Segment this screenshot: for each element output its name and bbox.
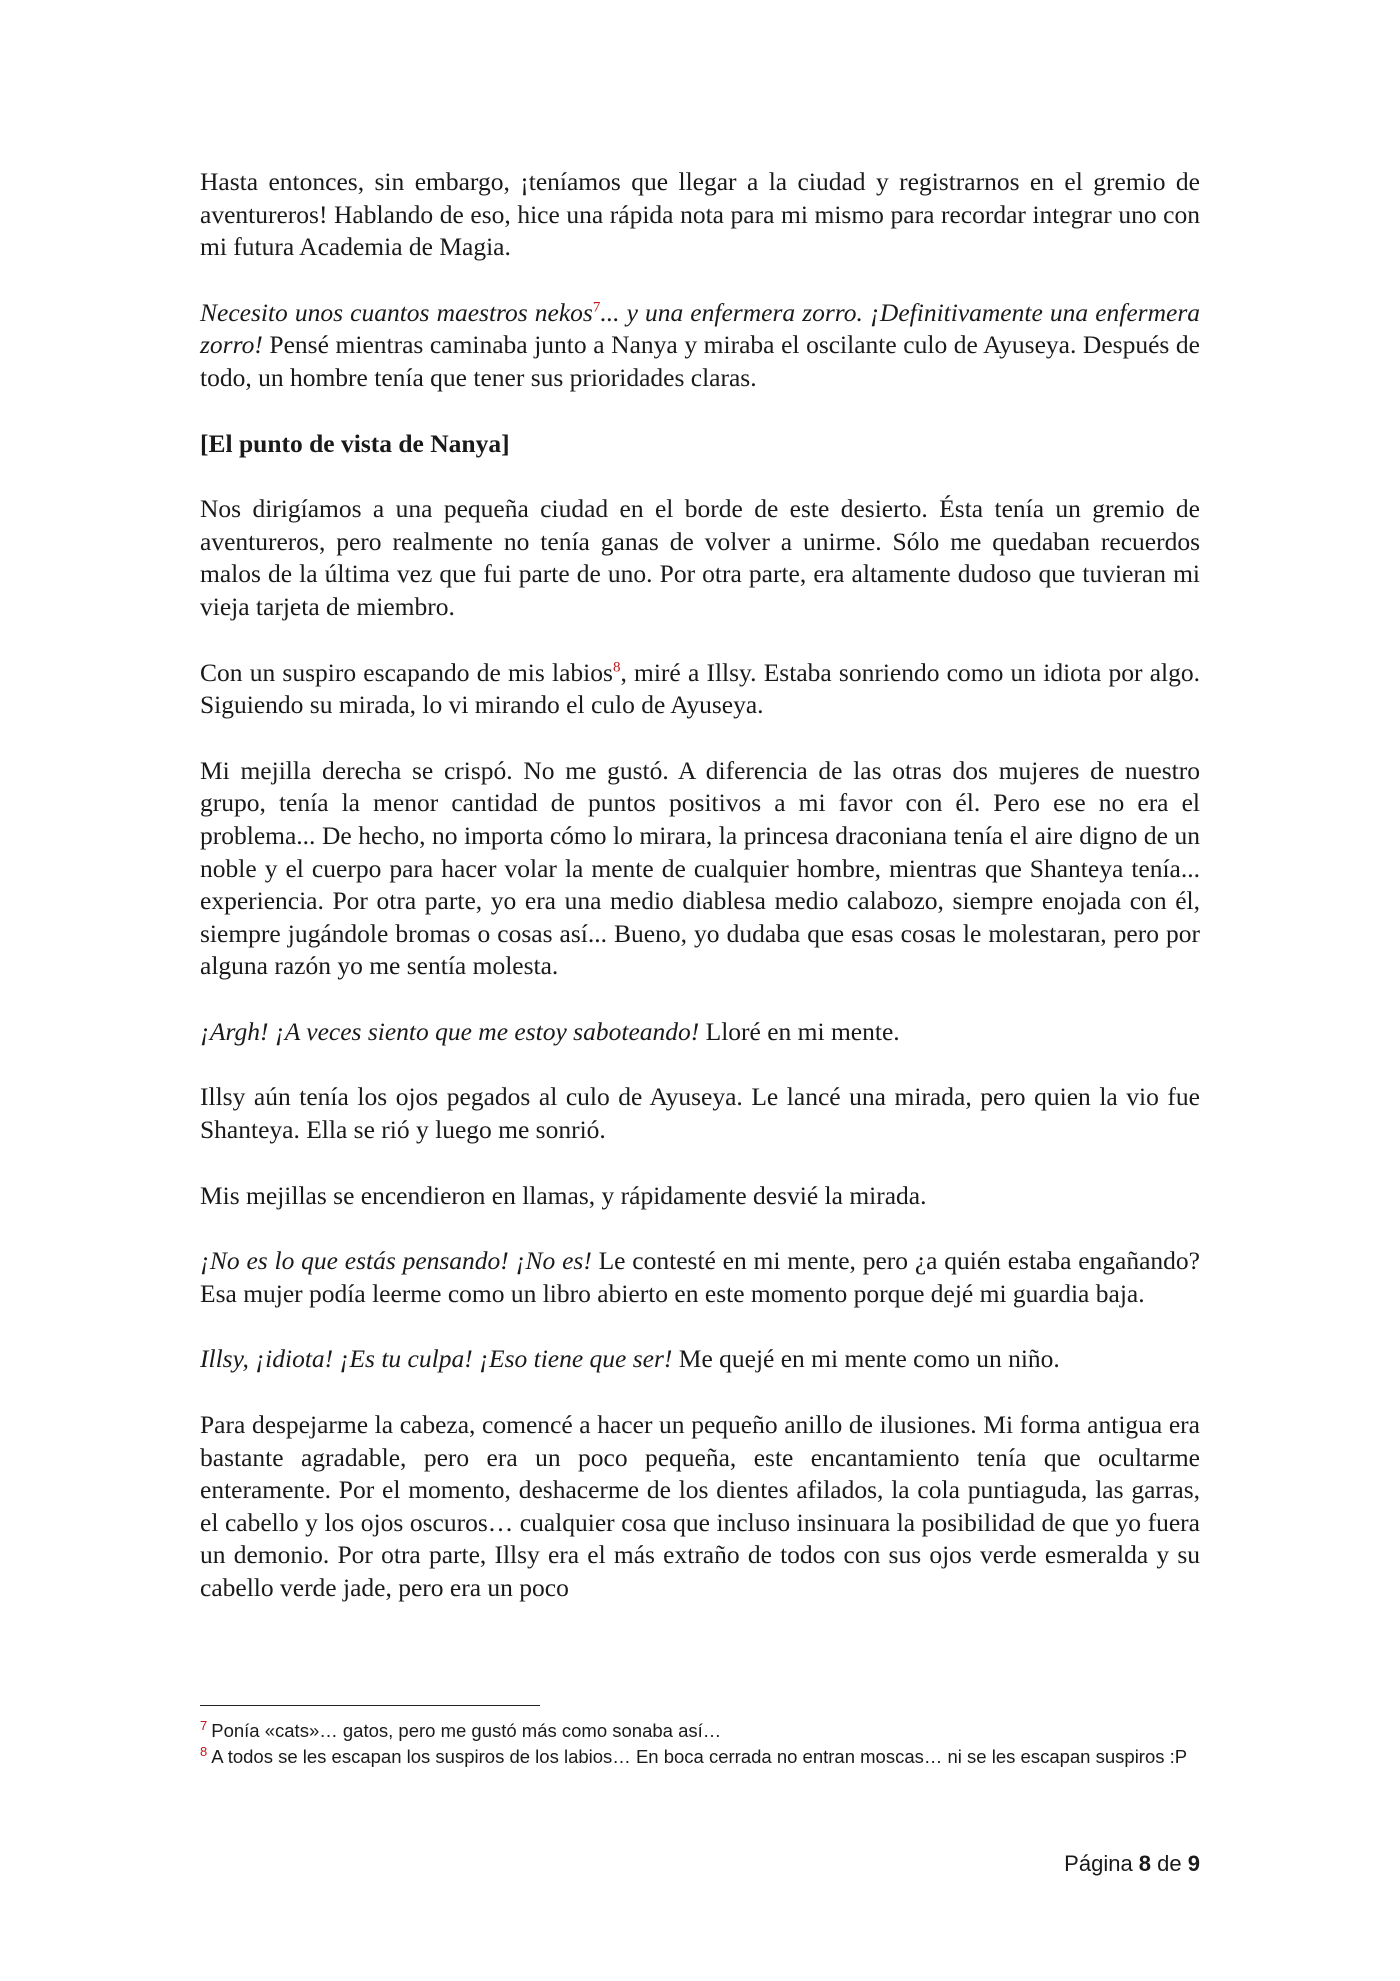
body-text — [200, 166, 1200, 1605]
footnote-text: A todos se les escapan los suspiros de los labios… En boca cerrada no entran moscas… ni se les escapan suspiros :P — [211, 1746, 1188, 1767]
paragraph — [200, 1180, 1200, 1213]
paragraph-text: Me quejé en mi mente como un niño. — [672, 1344, 1060, 1374]
page-of-label: de — [1151, 1851, 1188, 1876]
footnote-marker: 7 — [200, 1717, 208, 1733]
footnote-reference[interactable]: 7 — [592, 299, 601, 316]
footnote-item — [200, 1718, 1200, 1744]
footnote-item — [200, 1744, 1200, 1770]
paragraph-text: Lloré en mi mente. — [699, 1016, 900, 1046]
footnote-marker: 8 — [200, 1743, 208, 1759]
paragraph-text: Pensé mientras caminaba junto a Nanya y miraba el oscilante culo de Ayuseya. Después de todo, un hombre tenía que tener sus prioridades claras. — [200, 330, 1200, 392]
page-number — [1064, 1851, 1200, 1877]
inner-thought-text: ¡No es lo que estás pensando! ¡No es! — [200, 1246, 592, 1276]
section-heading: [El punto de vista de Nanya] — [200, 428, 510, 458]
footnote-separator — [200, 1705, 540, 1706]
paragraph — [200, 657, 1200, 722]
paragraph-text: Mi mejilla derecha se crispó. No me gustó. A diferencia de las otras dos mujeres de nuestro grupo, tenía la menor cantidad de puntos positivos a mi favor con él. Pero ese no era el problema... De hecho, no importa cómo lo mirara, la princesa draconiana tenía el aire digno de un noble y el cuerpo para hacer volar la mente de cualquier hombre, mientras que Shanteya tenía... experiencia. Por otra parte, yo era una medio diablesa medio calabozo, siempre enojada con él, siempre jugándole bromas o cosas así... Bueno, yo dudaba que esas cosas le molestaran, pero por alguna razón yo me sentía molesta. — [200, 755, 1200, 981]
paragraph — [200, 166, 1200, 264]
paragraph — [200, 493, 1200, 623]
paragraph-text: Nos dirigíamos a una pequeña ciudad en el borde de este desierto. Ésta tenía un gremio de aventureros, pero realmente no tenía ganas de volver a unirme. Sólo me quedaban recuerdos malos de la última vez que fui parte de uno. Por otra parte, era altamente dudoso que tuvieran mi vieja tarjeta de miembro. — [200, 494, 1200, 621]
footnote-reference[interactable]: 8 — [612, 659, 621, 676]
paragraph — [200, 755, 1200, 983]
paragraph-text: Illsy aún tenía los ojos pegados al culo de Ayuseya. Le lancé una mirada, pero quien la vio fue Shanteya. Ella se rió y luego me sonrió. — [200, 1082, 1200, 1145]
paragraph — [200, 1343, 1200, 1376]
paragraph-text: Con un suspiro escapando de mis labios — [200, 657, 613, 687]
paragraph-text: Le contesté en mi mente, pero ¿a quién estaba engañando? Esa mujer podía leerme como un libro abierto en este momento porque dejé mi guardia baja. — [200, 1246, 1200, 1308]
paragraph — [200, 297, 1200, 395]
inner-thought-text: Illsy, ¡idiota! ¡Es tu culpa! ¡Eso tiene que ser! — [200, 1344, 673, 1374]
inner-thought-text: Necesito unos cuantos maestros nekos — [200, 297, 593, 327]
current-page: 8 — [1138, 1851, 1152, 1876]
paragraph-text: Para despejarme la cabeza, comencé a hacer un pequeño anillo de ilusiones. Mi forma antigua era bastante agradable, pero era un poco pequeña, este encantamiento tenía que ocultarme enteramente. Por el momento, deshacerme de los dientes afilados, la cola puntiaguda, las garras, el cabello y los ojos oscuros… cualquier cosa que incluso insinuara la posibilidad de que yo fuera un demonio. Por otra parte, Illsy era el más extraño de todos con sus ojos verde esmeralda y su cabello verde jade, pero era un poco — [200, 1410, 1200, 1602]
paragraph-text: , miré a Illsy. Estaba sonriendo como un idiota por algo. Siguiendo su mirada, lo vi mirando el culo de Ayuseya. — [200, 657, 1200, 720]
paragraph — [200, 1081, 1200, 1146]
footnotes — [200, 1718, 1200, 1770]
paragraph-text: Mis mejillas se encendieron en llamas, y rápidamente desvié la mirada. — [200, 1180, 927, 1210]
paragraph — [200, 1409, 1200, 1605]
paragraph — [200, 1016, 1200, 1049]
footnote-text: Ponía «cats»… gatos, pero me gustó más como sonaba así… — [211, 1720, 722, 1741]
page-label: Página — [1064, 1851, 1139, 1876]
paragraph-text: Hasta entonces, sin embargo, ¡teníamos que llegar a la ciudad y registrarnos en el gremio de aventureros! Hablando de eso, hice una rápida nota para mi mismo para recordar integrar uno con mi futura Academia de Magia. — [200, 167, 1200, 262]
inner-thought-text: ¡Argh! ¡A veces siento que me estoy saboteando! — [200, 1016, 700, 1046]
total-pages: 9 — [1187, 1851, 1200, 1876]
paragraph — [200, 1245, 1200, 1310]
inner-thought-text: ... y una enfermera zorro. ¡Definitivamente una enfermera zorro! — [200, 297, 1200, 360]
